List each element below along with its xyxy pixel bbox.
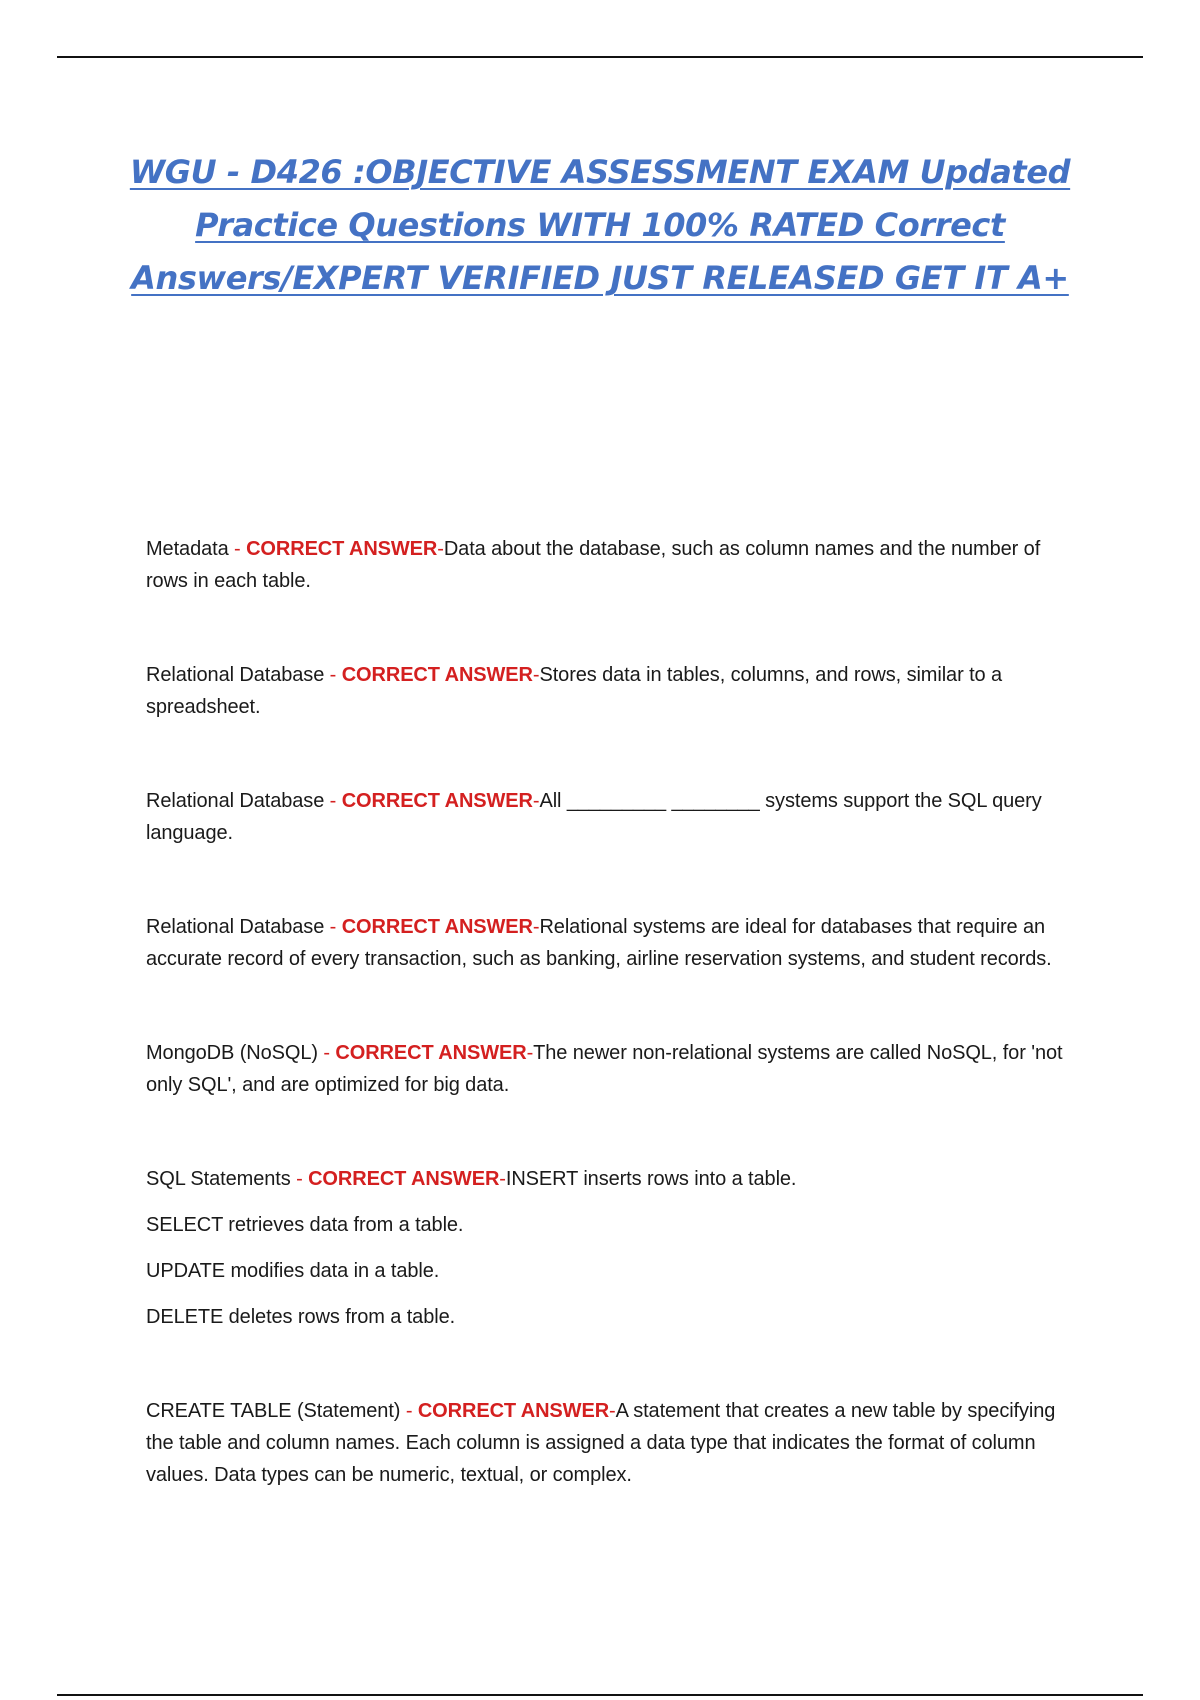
entry-term: Relational Database — [146, 916, 325, 938]
entry-term: Metadata — [146, 538, 229, 560]
qa-entry: Relational Database - CORRECT ANSWER-Relational systems are ideal for databases that require an accurate record of every transaction, such as banking, airline reservation systems, and student records. — [146, 916, 1052, 970]
title-line-2: Practice Questions WITH 100% RATED Correct — [195, 206, 1005, 244]
bottom-divider — [57, 1694, 1143, 1696]
top-divider — [57, 56, 1143, 58]
answer-label: CORRECT ANSWER — [417, 1400, 610, 1422]
answer-label: CORRECT ANSWER — [246, 538, 438, 560]
entry-term: MongoDB (NoSQL) — [146, 1042, 318, 1064]
entry-extra-line: UPDATE modifies data in a table. — [146, 1260, 440, 1282]
document-title — [100, 146, 1100, 305]
qa-entry: Relational Database - CORRECT ANSWER-Stores data in tables, columns, and rows, similar to a spreadsheet. — [146, 664, 1003, 718]
qa-entry: Relational Database - CORRECT ANSWER-All _________ ________ systems support the SQL query language. — [146, 790, 1042, 844]
entry-term: Relational Database — [146, 790, 325, 812]
qa-entry: Metadata - CORRECT ANSWER-Data about the database, such as column names and the number of rows in each table. — [146, 538, 1041, 592]
entry-definition: The newer non-relational systems are called NoSQL, for 'not only SQL', and are optimized for big data. — [146, 1042, 1063, 1096]
answer-label: CORRECT ANSWER — [341, 790, 533, 812]
entry-definition: Stores data in tables, columns, and rows, similar to a spreadsheet. — [146, 664, 1003, 718]
entry-definition: Relational systems are ideal for databases that require an accurate record of every transaction, such as banking, airline reservation systems, and student records. — [146, 916, 1052, 970]
qa-entry: SQL Statements - CORRECT ANSWER-INSERT inserts rows into a table. SELECT retrieves data from a table. UPDATE modifies data in a table. DELETE deletes rows from a table. — [146, 1163, 1066, 1333]
entry-definition: A statement that creates a new table by specifying the table and column names. Each column is assigned a data type that indicates the format of column values. Data types can be numeric, textual, or complex. — [146, 1400, 1056, 1486]
entry-definition: Data about the database, such as column names and the number of rows in each table. — [146, 538, 1041, 592]
entry-definition: All _________ ________ systems support the SQL query language. — [146, 790, 1042, 844]
answer-label: CORRECT ANSWER — [341, 664, 533, 686]
answer-label: CORRECT ANSWER — [341, 916, 533, 938]
title-line-1: WGU - D426 :OBJECTIVE ASSESSMENT EXAM Updated — [129, 153, 1071, 191]
answer-label: CORRECT ANSWER — [335, 1042, 527, 1064]
answer-label: CORRECT ANSWER — [308, 1168, 500, 1190]
qa-entry: CREATE TABLE (Statement) - CORRECT ANSWER-A statement that creates a new table by specifying the table and column names. Each column is assigned a data type that indicates the format of column values. Data types can be numeric, textual, or complex. — [146, 1400, 1056, 1486]
entry-extra-line: DELETE deletes rows from a table. — [146, 1306, 456, 1328]
entry-definition: INSERT inserts rows into a table. — [505, 1168, 797, 1190]
title-line-3: Answers/EXPERT VERIFIED JUST RELEASED GET IT A+ — [131, 259, 1069, 297]
entry-term: Relational Database — [146, 664, 325, 686]
qa-entry: MongoDB (NoSQL) - CORRECT ANSWER-The newer non-relational systems are called NoSQL, for 'not only SQL', and are optimized for big data. — [146, 1042, 1063, 1096]
entry-term: CREATE TABLE (Statement) — [146, 1400, 401, 1422]
entry-term: SQL Statements — [146, 1168, 291, 1190]
entry-extra-line: SELECT retrieves data from a table. — [146, 1214, 464, 1236]
qa-list — [146, 533, 1066, 1553]
